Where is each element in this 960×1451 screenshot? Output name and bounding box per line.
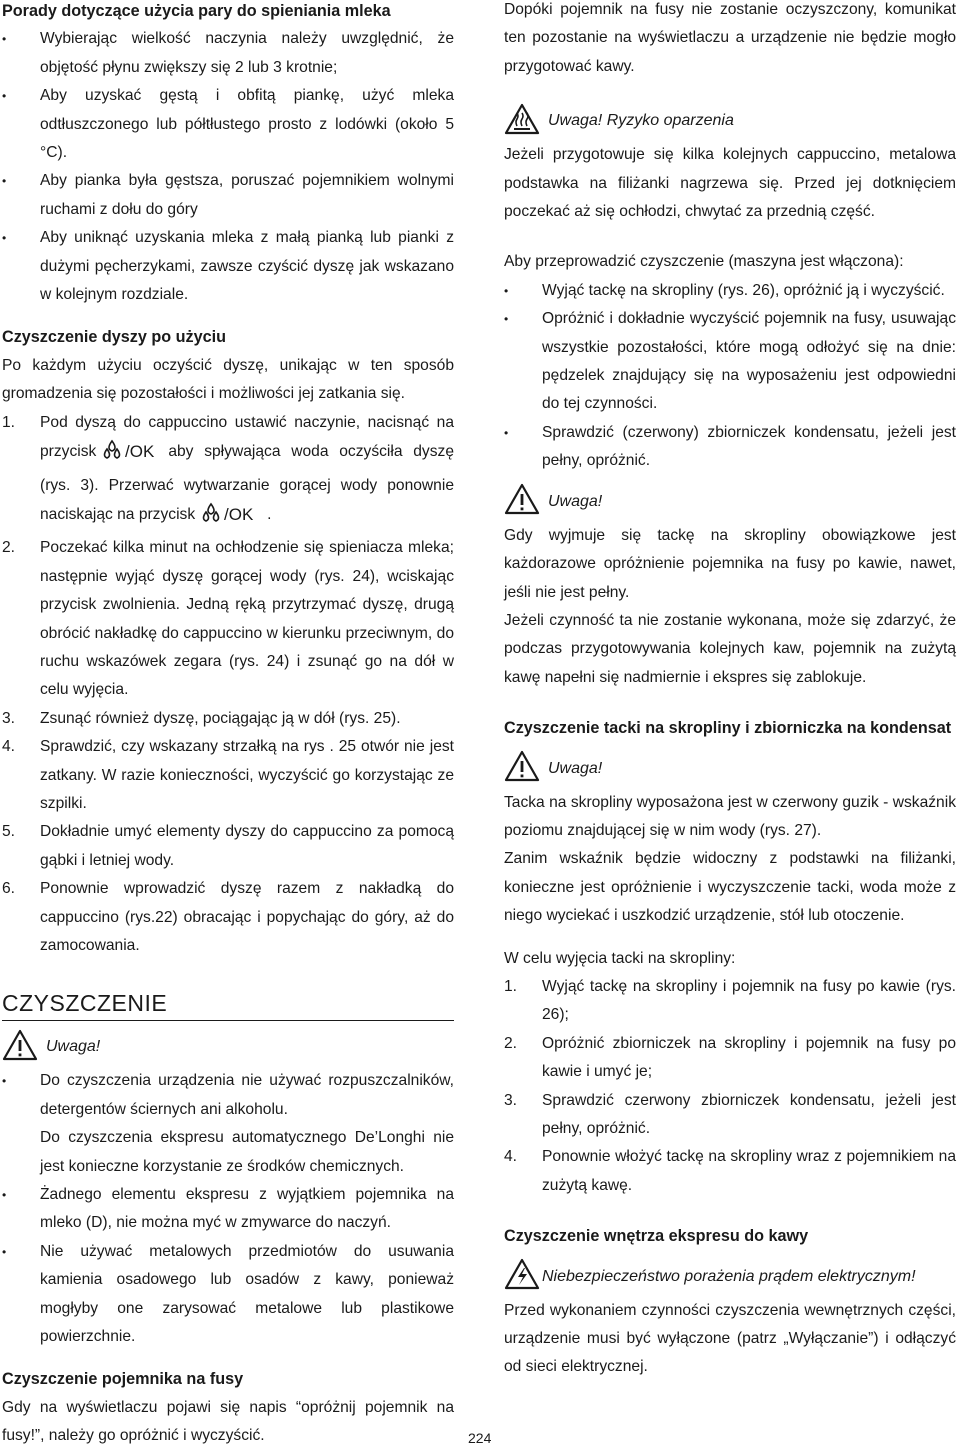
- warning-label: Uwaga!: [548, 759, 603, 777]
- hot-surface-icon: [504, 103, 540, 140]
- drip-tray-steps-list: [504, 973, 956, 1200]
- step-number: 4.: [2, 738, 16, 756]
- step-text: Wyjąć tackę na skropliny i pojemnik na fusy po kawie (rys. 26);: [542, 977, 956, 1024]
- list-item: [504, 1030, 956, 1087]
- step-text: Zsunąć również dyszę, pociągając ją w dół (rys. 25).: [40, 709, 401, 727]
- list-item: • Sprawdzić (czerwony) zbiorniczek kondensatu, jeżeli jest pełny, opróżnić.: [504, 419, 956, 476]
- svg-text:/OK: /OK: [125, 442, 155, 462]
- step-number: 3.: [504, 1091, 518, 1109]
- electric-shock-icon: [504, 1258, 540, 1295]
- heading-cleaning: CZYSZCZENIE: [2, 986, 454, 1021]
- list-item: [504, 1143, 956, 1200]
- cleaning-rules-list: [2, 1067, 454, 1351]
- heading-milk-froth-tips: Porady dotyczące użycia pary do spieniania mleka: [2, 2, 391, 20]
- milk-tips-list: [2, 25, 454, 309]
- step-number: 5.: [2, 823, 16, 841]
- step-text: Sprawdzić czerwony zbiorniczek kondensatu, jeżeli jest pełny, opróżnić.: [542, 1091, 956, 1137]
- svg-text:/OK: /OK: [224, 504, 254, 524]
- paragraph: Przed wykonaniem czynności czyszczenia wewnętrznych części, urządzenie musi być wyłączone (patrz „Wyłączanie”) i odłączyć od sieci elektrycznej.: [504, 1301, 956, 1376]
- page-number: 224: [468, 1430, 492, 1446]
- list-item: • Nie używać metalowych przedmiotów do usuwania kamienia osadowego lub osadów z kawy, ponieważ mogłyby one zarysować metalowe lub plastikowe powierzchnie.: [2, 1238, 454, 1352]
- heading-nozzle-cleaning: Czyszczenie dyszy po użyciu: [2, 328, 227, 347]
- steam-ok-icon: [102, 437, 162, 471]
- step-number: 1.: [2, 413, 16, 431]
- paragraph: Gdy wyjmuje się tackę na skropliny obowiązkowe jest każdorazowe opróżnienie pojemnika na fusy po kawie, nawet, jeśli nie jest pełny.: [504, 526, 956, 601]
- step-text: Ponownie wprowadzić dyszę razem z nakładką do cappuccino (rys.22) obracając i popychając do góry, aż do zamocowania.: [40, 880, 454, 954]
- paragraph: Zanim wskaźnik będzie widoczny z podstawki na filiżanki, konieczne jest opróżnienie i wyczyszczenie tacki, woda może z niego wyciekać i uszkodzić urządzenie, stół lub otoczenie.: [504, 850, 956, 925]
- warning-notice: [504, 482, 956, 522]
- list-item: [504, 1087, 956, 1144]
- list-item: [2, 818, 454, 875]
- step-text: Sprawdzić, czy wskazany strzałką na rys . 25 otwór nie jest zatkany. W razie konieczności, wyczyścić go korzystając ze szpilki.: [40, 738, 454, 812]
- step-number: 2.: [504, 1034, 518, 1052]
- warning-icon: [504, 750, 540, 787]
- paragraph: W celu wyjęcia tacki na skropliny:: [504, 949, 736, 967]
- step-text: Pod dyszą do cappuccino ustawić naczynie, nacisnąć na przycisk: [40, 413, 454, 461]
- list-item: • Aby uzyskać gęstą i obfitą piankę, użyć mleka odtłuszczonego lub półtłustego prosto z lodówki (około 5 °C).: [2, 82, 454, 167]
- steam-ok-icon: [201, 500, 261, 534]
- right-column: [504, 0, 956, 1382]
- list-item-text: Do czyszczenia urządzenia nie używać rozpuszczalników, detergentów ściernych ani alkoholu.: [40, 1072, 454, 1118]
- heading-interior-cleaning: Czyszczenie wnętrza ekspresu do kawy: [504, 1227, 809, 1246]
- step-text: Opróżnić zbiorniczek na skropliny i pojemnik na fusy po kawie i umyć je;: [542, 1034, 956, 1081]
- paragraph: Jeżeli czynność ta nie zostanie wykonana, może się zdarzyć, że podczas przygotowywania kolejnych kaw, pojemnik na zużytą kawę napełni się nadmiernie i ekspres się zablokuje.: [504, 611, 956, 686]
- list-item: [2, 1067, 454, 1181]
- list-item: [2, 705, 454, 733]
- list-item: • Wyjąć tackę na skropliny (rys. 26), opróżnić ją i wyczyścić.: [504, 277, 956, 305]
- warning-label: Uwaga!: [46, 1038, 101, 1056]
- electric-warning-notice: [504, 1257, 956, 1297]
- step-number: 6.: [2, 880, 16, 898]
- list-item: [2, 875, 454, 960]
- heading-drip-tray-cleaning: Czyszczenie tacki na skropliny i zbiorniczka na kondensat: [504, 719, 952, 738]
- list-item: • Żadnego elementu ekspresu z wyjątkiem pojemnika na mleko (D), nie można myć w zmywarce do naczyń.: [2, 1181, 454, 1238]
- step-text: Poczekać kilka minut na ochłodzenie się spieniacza mleka; następnie wyjąć dyszę gorącej wody (rys. 24), wciskając przycisk zwolnienia. Jedną ręką przytrzymać dyszę, drugą obrócić nakładkę do cappuccino w kierunku przeciwnym, do ruchu wskazówek zegara (rys. 24) i zsunąć go na dół w celu wyjęcia.: [40, 539, 454, 699]
- step-text: Ponownie włożyć tackę na skropliny wraz z pojemnikiem na zużytą kawę.: [542, 1148, 956, 1194]
- left-column: [2, 0, 454, 1451]
- warning-icon: [504, 483, 540, 520]
- nozzle-steps-list: [2, 409, 454, 961]
- heading-grounds-container: Czyszczenie pojemnika na fusy: [2, 1370, 244, 1389]
- list-item: [504, 973, 956, 1030]
- list-item: [2, 534, 454, 704]
- step-number: 3.: [2, 709, 16, 727]
- list-item: • Aby uniknąć uzyskania mleka z małą pianką lub pianki z dużymi pęcherzykami, zawsze czyścić dyszę jak wskazano w kolejnym rozdziale.: [2, 224, 454, 309]
- list-item: [2, 733, 454, 818]
- list-item: • Opróżnić i dokładnie wyczyścić pojemnik na fusy, usuwając wszystkie pozostałości, które mogą odłożyć się na dnie: pędzelek znajdujący się na wyposażeniu jest odpowiedni do tej czynności.: [504, 305, 956, 419]
- warning-notice: [2, 1027, 454, 1067]
- list-item-text: Do czyszczenia ekspresu automatycznego De’Longhi nie jest konieczne korzystanie ze środków chemicznych.: [40, 1129, 454, 1175]
- warning-label: Niebezpieczeństwo porażenia prądem elektrycznym!: [542, 1267, 916, 1285]
- warning-label: Uwaga! Ryzyko oparzenia: [548, 112, 734, 130]
- warning-notice: [504, 749, 956, 789]
- step-text: Dokładnie umyć elementy dyszy do cappuccino za pomocą gąbki i letniej wody.: [40, 823, 454, 869]
- step-text: .: [267, 505, 272, 523]
- list-item: • Wybierając wielkość naczynia należy uwzględnić, że objętość płynu zwiększy się 2 lub 3 krotnie;: [2, 25, 454, 82]
- step-number: 2.: [2, 539, 16, 557]
- list-item: • Aby pianka była gęstsza, poruszać pojemnikiem wolnymi ruchami z dołu do góry: [2, 167, 454, 224]
- paragraph: Aby przeprowadzić czyszczenie (maszyna jest włączona):: [504, 253, 904, 271]
- cleaning-tasks-list: [504, 277, 956, 476]
- step-text: aby spływająca woda oczyściła dyszę (rys. 3). Przerwać wytwarzanie gorącej wody ponownie naciskając na przycisk: [40, 443, 454, 523]
- paragraph: Gdy na wyświetlaczu pojawi się napis “opróżnij pojemnik na fusy!”, należy go opróżnić i wyczyścić.: [2, 1398, 454, 1445]
- warning-icon: [2, 1029, 38, 1066]
- paragraph: Po każdym użyciu oczyścić dyszę, unikając w ten sposób gromadzenia się pozostałości i możliwości jej zatkania się.: [2, 356, 454, 403]
- step-number: 4.: [504, 1148, 518, 1166]
- paragraph: Jeżeli przygotowuje się kilka kolejnych cappuccino, metalowa podstawka na filiżanki nagrzewa się. Przed jej dotknięciem poczekać aż się ochłodzi, chwytać za przednią część.: [504, 146, 956, 221]
- step-number: 1.: [504, 977, 518, 995]
- list-item: [2, 409, 454, 535]
- paragraph: Dopóki pojemnik na fusy nie zostanie oczyszczony, komunikat ten pozostanie na wyświetlaczu a urządzenie nie będzie mogło przygotować kawy.: [504, 1, 956, 75]
- burn-warning-notice: [504, 101, 956, 141]
- paragraph: Tacka na skropliny wyposażona jest w czerwony guzik - wskaźnik poziomu znajdującej się w nim wody (rys. 27).: [504, 793, 956, 839]
- warning-label: Uwaga!: [548, 492, 603, 510]
